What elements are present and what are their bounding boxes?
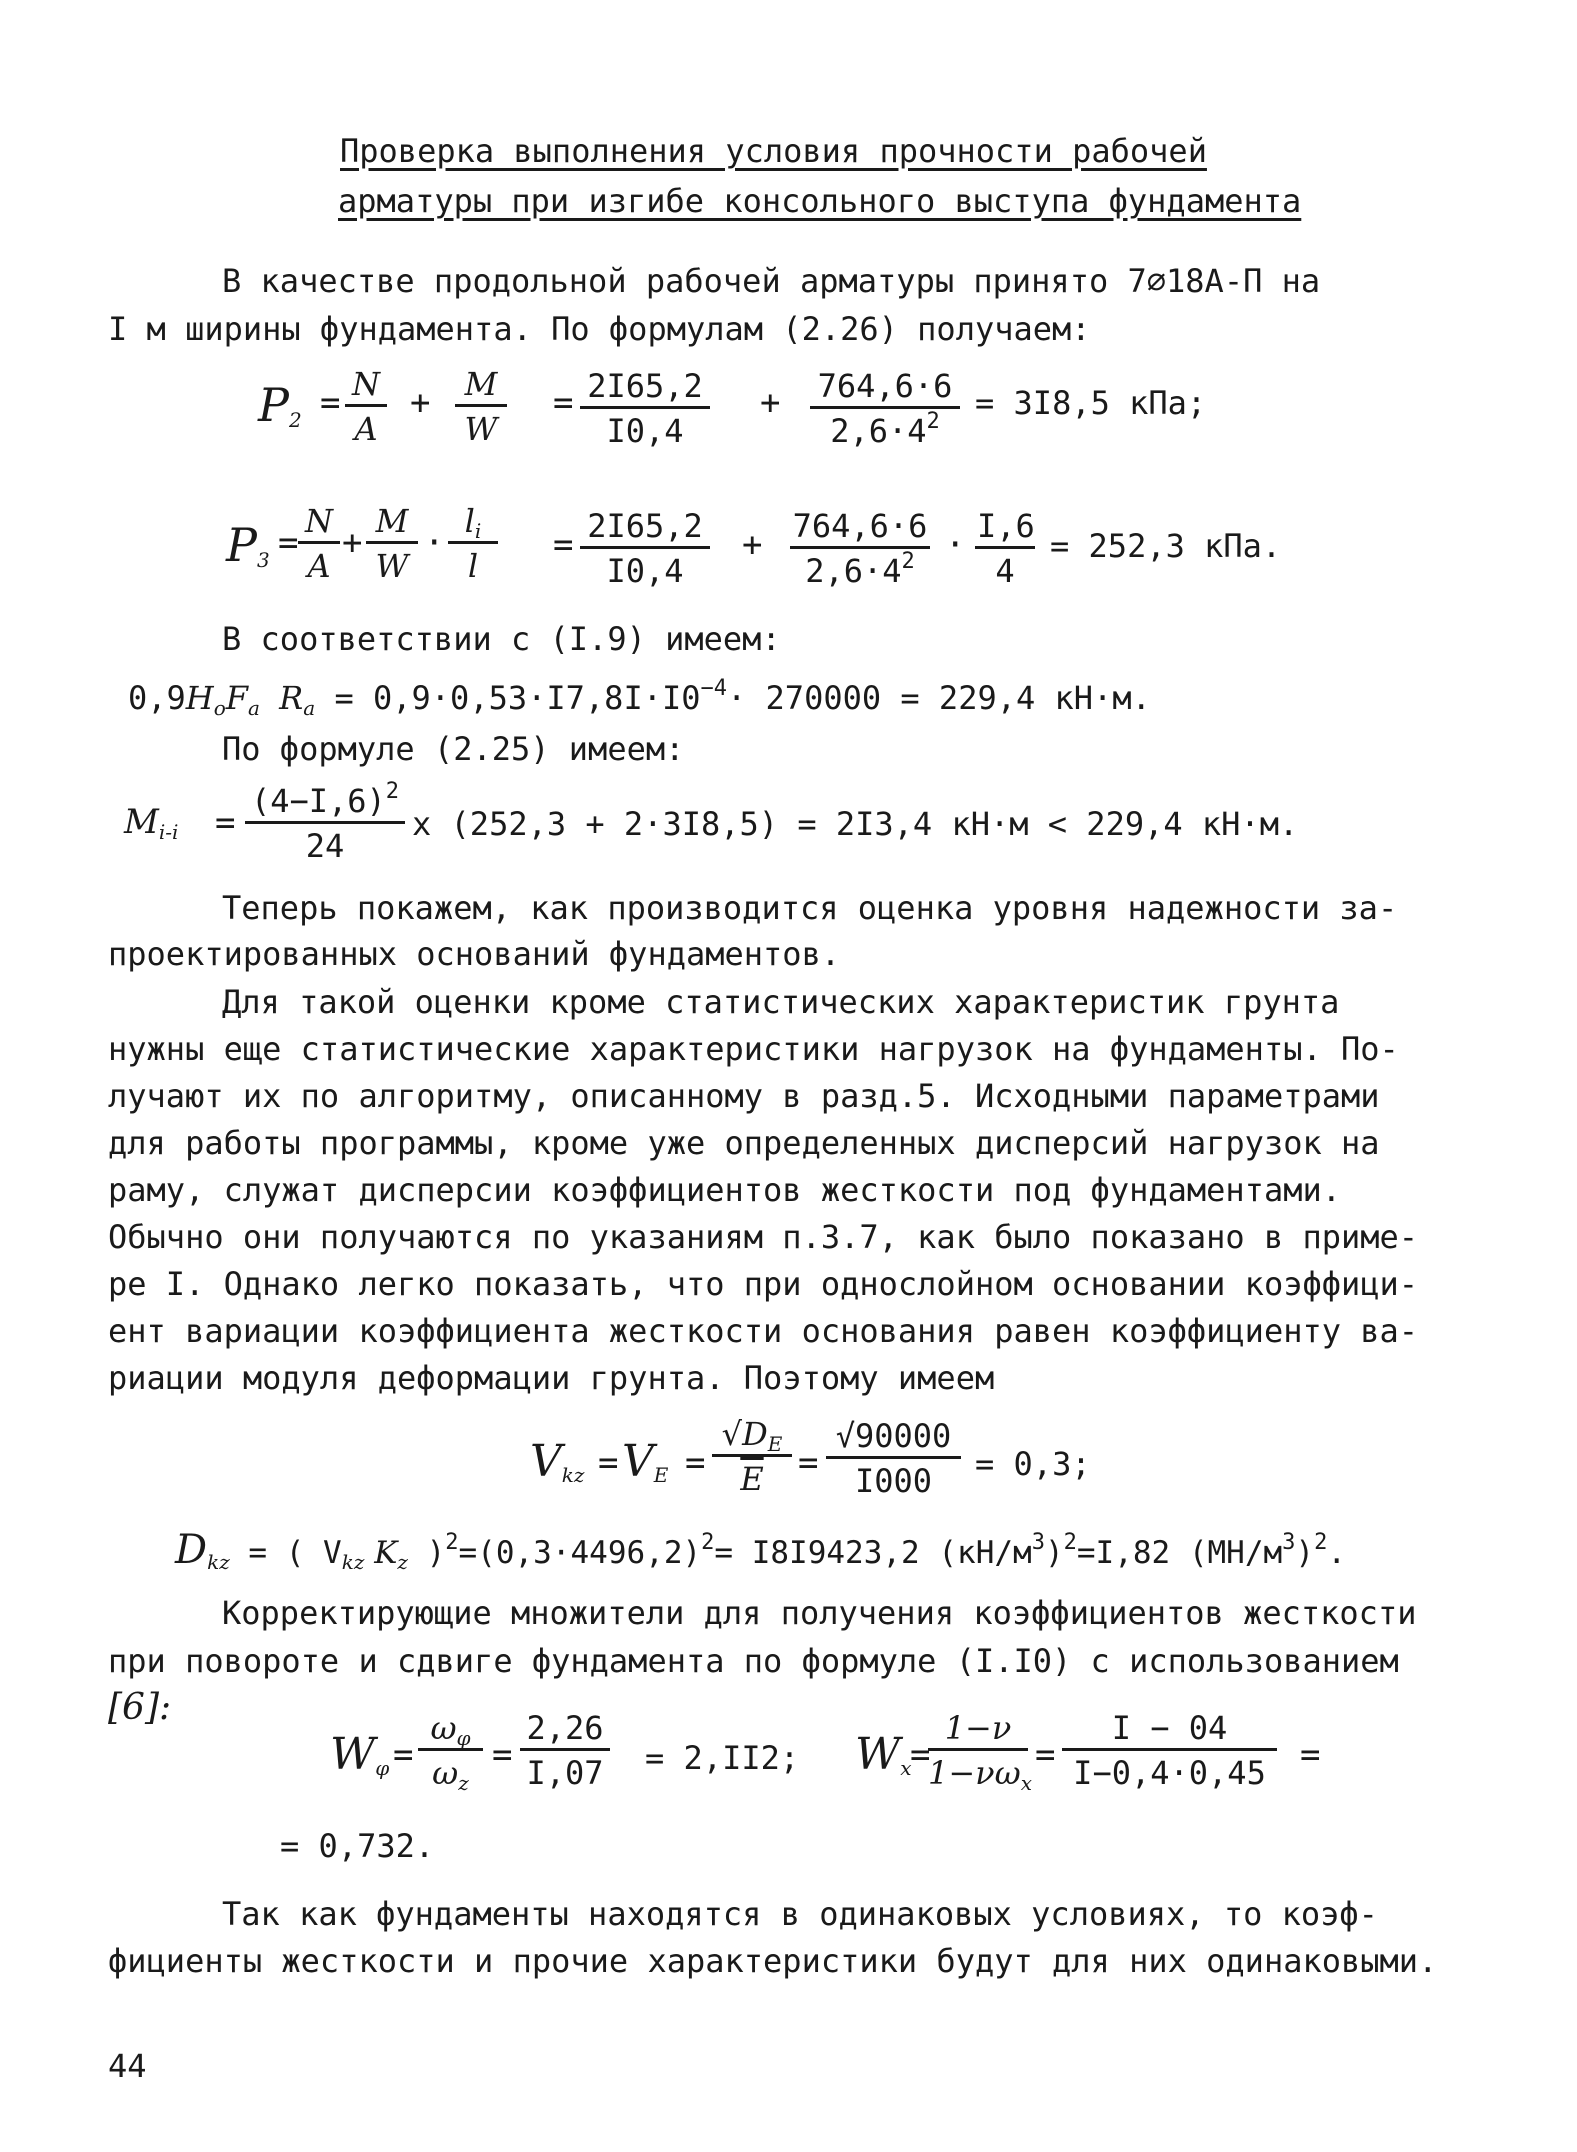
fraction-sqrt-90000-over-1000: $\frac{√90000}{I000}$ (826, 1420, 961, 1497)
fraction-moment-over-section-2: $\frac{764,6\cdot 6}{2,6\cdot 4^2}$ (790, 510, 930, 587)
fraction-nu: 1−ν $1-\nu\omega_x$ (928, 1709, 1032, 1795)
fraction-226-over-107: $\frac{2,26}{I,07}$ (520, 1712, 610, 1789)
paragraph-7-line-2: фициенты жесткости и прочие характеристики будут для них одинаковыми. (108, 1942, 1438, 1980)
paragraph-1-line-1: В качестве продольной рабочей арматуры принято 7⌀18А-П на (222, 262, 1321, 300)
paragraph-5-line-7: ре I. Однако легко показать, что при однослойном основании коэффици- (108, 1265, 1419, 1303)
equation-capacity: $0,9H_oF_a$ $R_a = 0,9\cdot 0,53\cdot I7,8I\cdot I0^{-4}\cdot 270000 = 229,4$ кН·м. (128, 676, 1151, 720)
paragraph-5-line-6: Обычно они получаются по указаниям п.3.7, как было показано в приме- (108, 1218, 1419, 1256)
paragraph-3: По формуле (2.25) имеем: (222, 730, 685, 768)
equation-p3-result: = 252,3 кПа. (1050, 527, 1282, 565)
paragraph-5-line-3: лучают их по алгоритму, описанному в разд.5. Исходными параметрами (108, 1077, 1380, 1115)
fraction-2165-over-104-2: $\frac{2I65,2}{I0,4}$ (580, 510, 710, 587)
fraction-omega-phi-over-omega-z: $\frac{\omega_\varphi}{\omega_z}$ (418, 1712, 483, 1789)
paragraph-5-line-4: для работы программы, кроме уже определенных дисперсий нагрузок на (108, 1124, 1380, 1162)
fraction-n-over-a: $\frac{N}{A}$ (345, 368, 387, 445)
section-title-line-1: Проверка выполнения условия прочности рабочей (340, 132, 1207, 170)
paragraph-1-line-2: I м ширины фундамента. По формулам (2.26) получаем: (108, 310, 1091, 348)
paragraph-5-line-5: раму, служат дисперсии коэффициентов жесткости под фундаментами. (108, 1171, 1341, 1209)
fraction-2165-over-104: $\frac{2I65,2}{I0,4}$ (580, 370, 710, 447)
paragraph-6-line-1: Корректирующие множители для получения коэффициентов жесткости (222, 1594, 1417, 1632)
page-number: 44 (108, 2047, 147, 2085)
paragraph-5-line-9: риации модуля деформации грунта. Поэтому имеем (108, 1359, 995, 1397)
document-page: Проверка выполнения условия прочности рабочей арматуры при изгибе консольного выступа фундамента В качестве продольной рабочей арматуры принято 7⌀18А-П на I м ширины фундамента. По формулам (2.26) получаем: $P_2$ = $\frac{N}{A}$ + $\frac{M}{W}$ = $\frac{2I65,2}{I0,4}$ + $\frac{764,6\cdot 6}{2,6\cdot 4^2}$ = 3I8,5 кПа; $P_3$ = $\frac{N}{A}$ + $\frac{M}{W}$ · $\frac{l_i}{l}$ = $\frac{2I65,2}{I0,4}$ + $\frac{764,6\cdot 6}{2,6\cdot 4^2}$ · $\frac{I,6}{4}$ = 252,3 кПа. В соответствии с (I.9) имеем: $0,9H_oF_a$ $R_a = 0,9\cdot 0,53\cdot I7,8I\cdot I0^{-4}\cdot 270000 = 229,4$ кН·м. По формуле (2.25) имеем: $M_{i-i}$ = $\frac{(4-I,6)^2}{24}$ x (252,3 + 2·3I8,5) = 2I3,4 кН·м < 229,4 кН·м. Теперь покажем, как производится оценка уровня надежности за- проектированных оснований фундаментов. Для такой оценки кроме статистических характеристик грунта нужны еще статистические характеристики нагрузок на фундаменты. По- лучают их по алгоритму, описанному в разд.5. Исходными параметрами для работы программы, кроме уже определенных дисперсий нагрузок на раму, служат дисперсии коэффициентов жесткости под фундаментами. Обычно они получаются по указаниям п.3.7, как было показано в приме- ре I. Однако легко показать, что при однослойном основании коэффици- ент вариации коэффициента жесткости основания равен коэффициенту ва- риации модуля деформации грунта. Поэтому имеем $V_{kz}$ = $V_E$ = $\frac{√D_E}{E}$ = $\frac{√90000}{I000}$ = 0,3; $D_{kz}$ = ( $V_{kz}$ $K_z$ )$^2=(0,3\cdot 4496,2)^2= I8I9423,2$ $(кН/м^3)^2=I,82$ $(МН/м^3)^2$. Корректирующие множители для получения коэффициентов жесткости при повороте и сдвиге фундамента по формуле (I.I0) с использованием [6]: $W_\varphi$ = $\frac{\omega_\varphi}{\omega_z}$ = $\frac{2,26}{I,07}$ = 2,II2; $W_x$ = 1−ν $1-\nu\omega_x$ = $\frac{I - 04}{I-0,4\cdot 0,45}$ = = 0,732. Так как фундаменты находятся в одинаковых условиях, то коэф- фициенты жесткости и прочие характеристики будут для них одинаковыми. 44 (108, 132, 1438, 2085)
paragraph-5-line-2: нужны еще статистические характеристики нагрузок на фундаменты. По- (108, 1030, 1399, 1068)
fraction-moment-arm: $\frac{(4-I,6)^2}{24}$ (245, 785, 405, 862)
fraction-moment-over-section: $\frac{764,6\cdot 6}{2,6\cdot 4^2}$ (810, 370, 960, 447)
fraction-n-over-a-2: $\frac{N}{A}$ (298, 505, 340, 582)
fraction-poisson: $\frac{I - 04}{I-0,4\cdot 0,45}$ (1062, 1712, 1277, 1789)
equation-w-x-result: = 0,732. (280, 1827, 435, 1865)
fraction-m-over-w: $\frac{M}{W}$ (455, 368, 507, 445)
paragraph-7-line-1: Так как фундаменты находятся в одинаковых условиях, то коэф- (222, 1895, 1378, 1933)
paragraph-6-line-2: при повороте и сдвиге фундамента по формуле (I.I0) с использованием (108, 1642, 1399, 1680)
equation-moment-rest: x (252,3 + 2·3I8,5) = 2I3,4 кН·м < 229,4 кН·м. (412, 805, 1299, 843)
fraction-m-over-w-2: $\frac{M}{W}$ (366, 505, 418, 582)
fraction-16-over-4: $\frac{I,6}{4}$ (977, 507, 1035, 590)
paragraph-5-line-1: Для такой оценки кроме статистических характеристик грунта (222, 983, 1340, 1021)
paragraph-4-line-2: проектированных оснований фундаментов. (108, 935, 841, 973)
section-title-line-2: арматуры при изгибе консольного выступа фундамента (338, 182, 1302, 220)
paragraph-2: В соответствии с (I.9) имеем: (222, 620, 781, 658)
equation-w-phi-result: = 2,II2; (645, 1739, 800, 1777)
equation-dispersion: $D_{kz}$ = ( $V_{kz}$ $K_z$ )$^2=(0,3\cdot 4496,2)^2= I8I9423,2$ $(кН/м^3)^2=I,82$ $(МН/м^3)^2$. (175, 1527, 1347, 1574)
equation-p2-result: = 3I8,5 кПа; (975, 384, 1207, 422)
paragraph-4-line-1: Теперь покажем, как производится оценка уровня надежности за- (222, 889, 1398, 927)
paragraph-6-line-3: [6]: (108, 1687, 172, 1728)
fraction-li-over-l: $\frac{l_i}{l}$ (448, 505, 498, 582)
paragraph-5-line-8: ент вариации коэффициента жесткости основания равен коэффициенту ва- (108, 1312, 1419, 1350)
equation-variation-result: = 0,3; (975, 1445, 1091, 1483)
fraction-sqrt-d-over-e: $\frac{√D_E}{E}$ (712, 1418, 792, 1495)
